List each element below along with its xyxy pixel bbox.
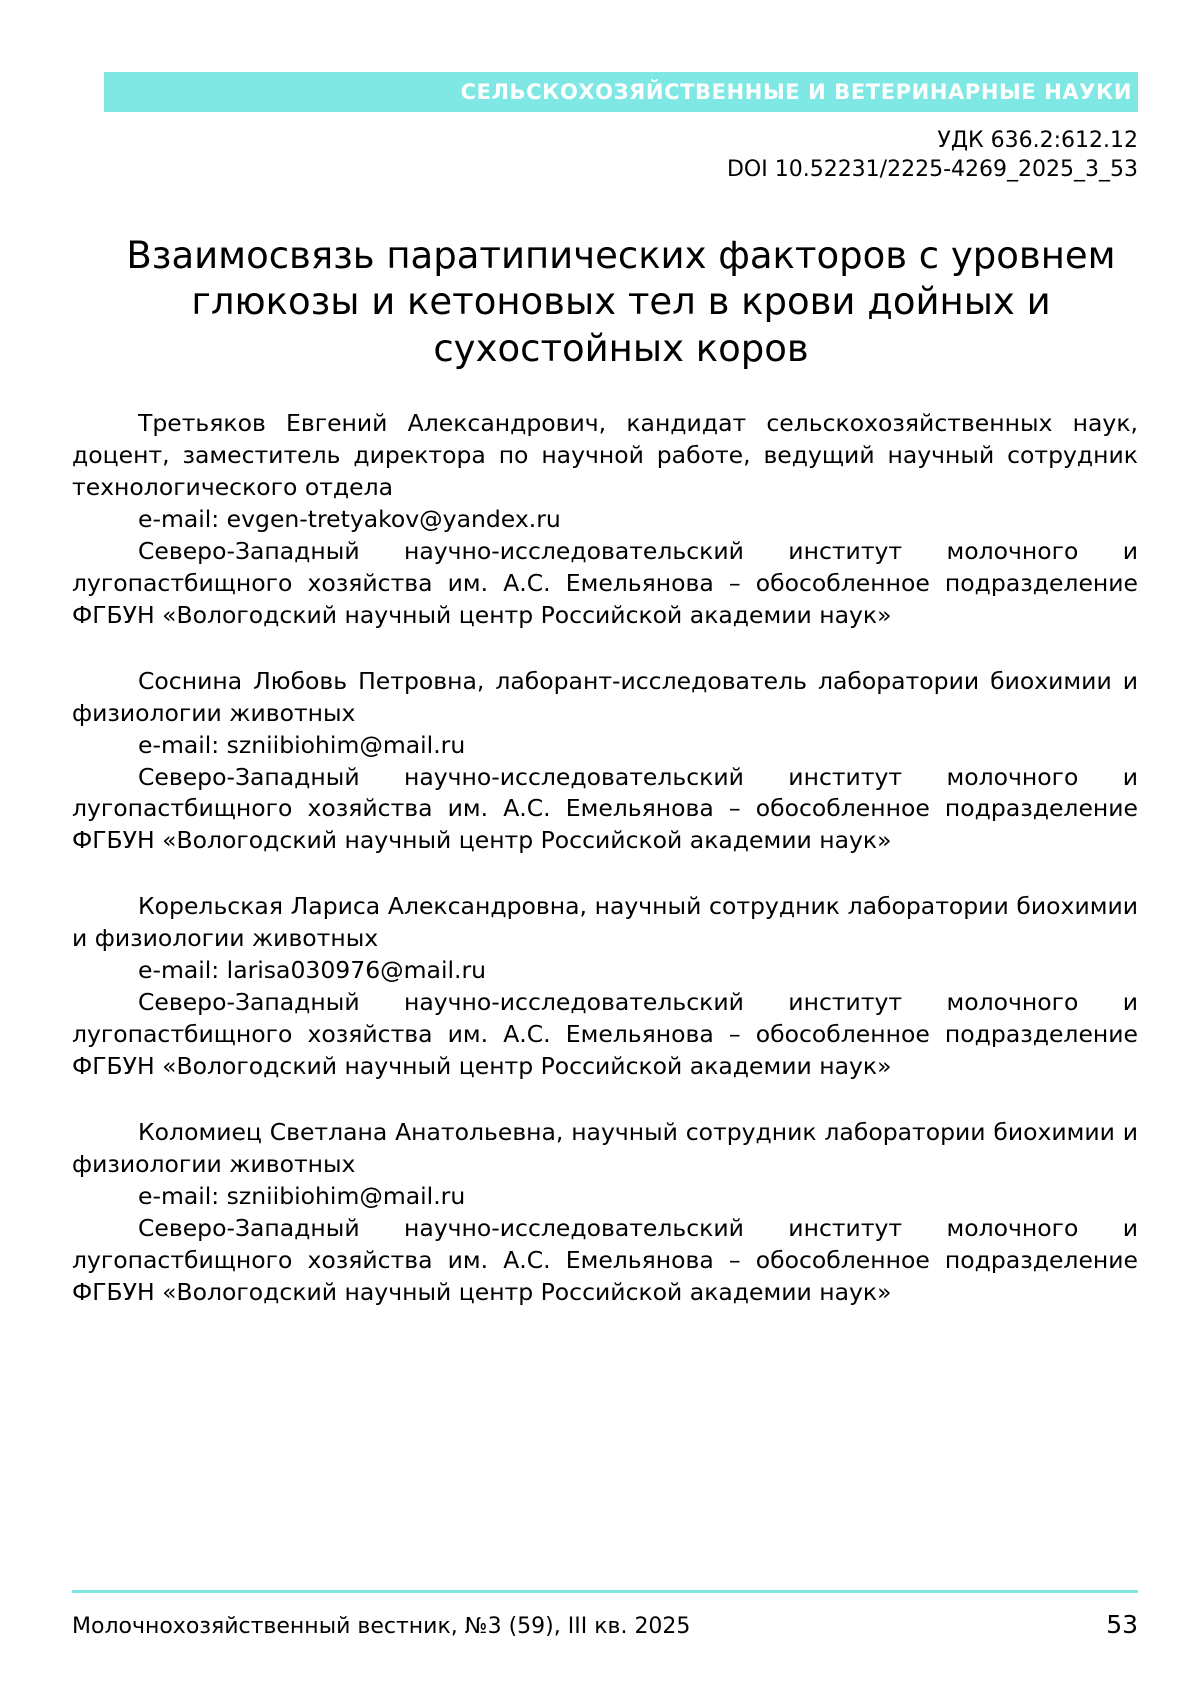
author-affiliation: Северо-Западный научно-исследовательский институт молочного и лугопастбищного хозяйства им. А.С. Емельянова – обособленное подразделение ФГБУН «Вологодский научный центр Российской академии наук» — [72, 1213, 1138, 1306]
author-entry — [72, 891, 1138, 1083]
page-title: Взаимосвязь паратипических факторов с уровнем глюкозы и кетоновых тел в крови дойных и сухостойных коров — [126, 233, 1116, 370]
author-name-and-role: Коломиец Светлана Анатольевна, научный сотрудник лаборатории биохимии и физиологии животных — [72, 1118, 1138, 1179]
section-running-head — [104, 72, 1138, 112]
author-name-and-role: Третьяков Евгений Александрович, кандидат сельскохозяйственных наук, доцент, заместитель директора по научной работе, ведущий научный сотрудник технологического отдела — [72, 409, 1138, 501]
footer-journal-info: Молочнохозяйственный вестник, №3 (59), III кв. 2025 — [72, 1614, 691, 1639]
author-email: e-mail: evgen-tretyakov@yandex.ru — [138, 504, 561, 533]
author-affiliation: Северо-Западный научно-исследовательский институт молочного и лугопастбищного хозяйства им. А.С. Емельянова – обособленное подразделение ФГБУН «Вологодский научный центр Российской академии наук» — [72, 762, 1138, 855]
author-email: e-mail: larisa030976@mail.ru — [138, 956, 487, 985]
article-codes — [727, 126, 1138, 184]
author-name-and-role: Соснина Любовь Петровна, лаборант-исследователь лаборатории биохимии и физиологии животных — [72, 666, 1138, 727]
author-email: e-mail: szniibiohim@mail.ru — [138, 1182, 466, 1211]
section-running-head-label: СЕЛЬСКОХОЗЯЙСТВЕННЫЕ И ВЕТЕРИНАРНЫЕ НАУКИ — [460, 80, 1132, 104]
author-entry — [72, 408, 1138, 632]
authors-list — [72, 408, 1138, 1309]
author-entry — [72, 666, 1138, 858]
author-name-and-role: Корельская Лариса Александровна, научный сотрудник лаборатории биохимии и физиологии животных — [72, 892, 1138, 953]
author-affiliation: Северо-Западный научно-исследовательский институт молочного и лугопастбищного хозяйства им. А.С. Емельянова – обособленное подразделение ФГБУН «Вологодский научный центр Российской академии наук» — [72, 536, 1138, 629]
footer-divider — [72, 1590, 1138, 1593]
footer-page-number: 53 — [1106, 1610, 1138, 1639]
author-entry — [72, 1117, 1138, 1309]
author-affiliation: Северо-Западный научно-исследовательский институт молочного и лугопастбищного хозяйства им. А.С. Емельянова – обособленное подразделение ФГБУН «Вологодский научный центр Российской академии наук» — [72, 988, 1138, 1081]
doi-code: DOI 10.52231/2225-4269_2025_3_53 — [726, 157, 1138, 183]
udk-code: УДК 636.2:612.12 — [937, 128, 1138, 153]
author-email: e-mail: szniibiohim@mail.ru — [138, 730, 466, 759]
page-footer — [72, 1610, 1138, 1639]
